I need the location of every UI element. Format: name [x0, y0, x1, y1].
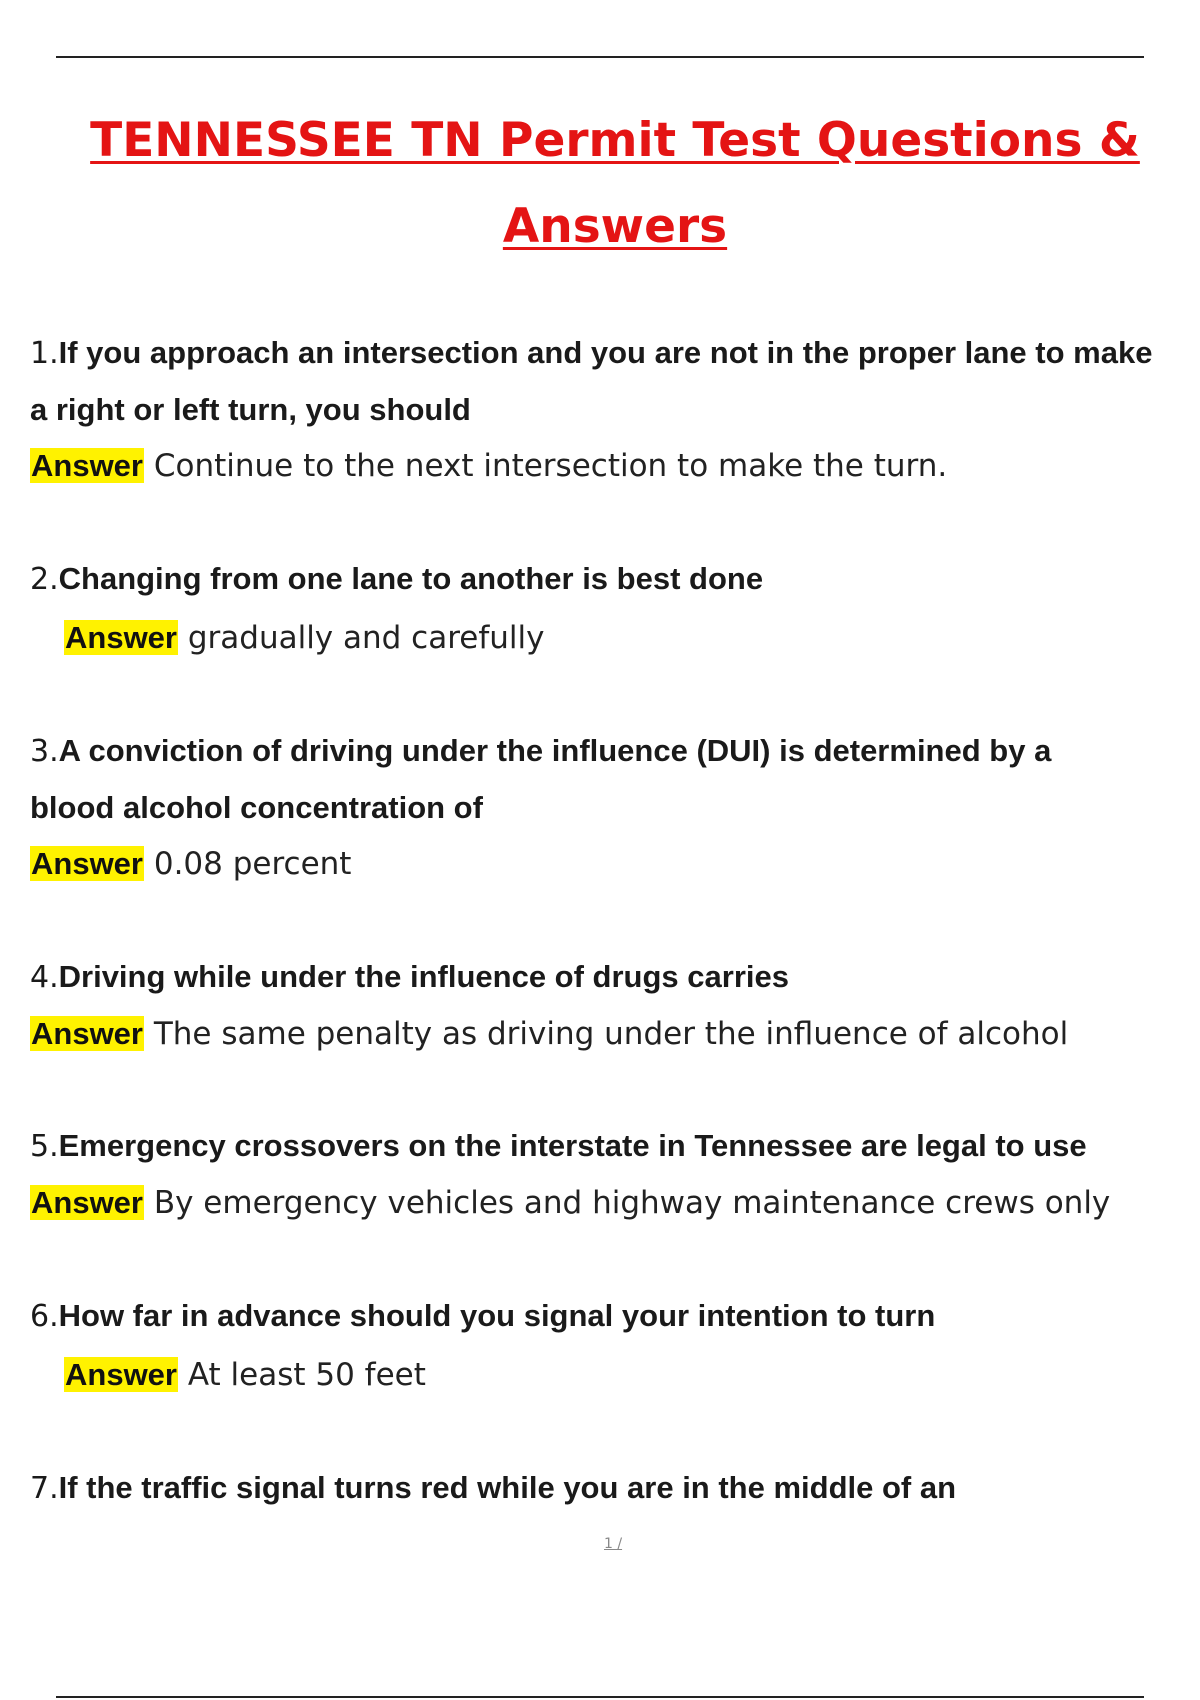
- answer-text: 0.08 percent: [153, 846, 352, 882]
- question-item: [30, 325, 1200, 494]
- answer-text: The same penalty as driving under the influence of alcohol: [153, 1016, 1069, 1052]
- question-item: [30, 1118, 1200, 1231]
- question-text: 6.How far in advance should you signal your intention to turn: [30, 1298, 936, 1334]
- answer-label: Answer: [31, 1016, 143, 1051]
- question-number: 2.: [30, 562, 59, 597]
- answer-line: [30, 1006, 1200, 1062]
- answer-text: gradually and carefully: [187, 620, 545, 656]
- question-number: 6.: [30, 1299, 59, 1334]
- answer-line: [30, 610, 1200, 666]
- answer-line: [30, 836, 1200, 892]
- answer-line: [30, 438, 1200, 494]
- question-text: 5.Emergency crossovers on the interstate in Tennessee are legal to use: [30, 1128, 1087, 1164]
- answer-label: Answer: [31, 1185, 143, 1220]
- question-item: [30, 1288, 1200, 1403]
- answer-line: [30, 1175, 1200, 1231]
- page-title: [40, 98, 1190, 270]
- question-text-continued: blood alcohol concentration of: [30, 790, 483, 825]
- question-text: 2.Changing from one lane to another is best done: [30, 561, 764, 597]
- question-item: [30, 1460, 1200, 1517]
- answer-text: At least 50 feet: [187, 1357, 426, 1393]
- question-number: 7.: [30, 1471, 59, 1506]
- title-line-2: Answers: [502, 199, 728, 254]
- question-number: 1.: [30, 336, 59, 371]
- title-line-1: TENNESSEE TN Permit Test Questions &: [90, 113, 1140, 168]
- question-number: 4.: [30, 960, 59, 995]
- answer-line: [30, 1347, 1200, 1403]
- question-item: [30, 723, 1200, 892]
- question-number: 3.: [30, 734, 59, 769]
- bottom-rule: [56, 1696, 1144, 1698]
- top-rule: [56, 56, 1144, 58]
- answer-text: By emergency vehicles and highway maintenance crews only: [153, 1185, 1111, 1221]
- question-item: [30, 551, 1200, 666]
- question-text: 4.Driving while under the influence of drugs carries: [30, 959, 789, 995]
- question-text: 3.A conviction of driving under the influence (DUI) is determined by a: [30, 733, 1052, 769]
- answer-label: Answer: [65, 1357, 177, 1392]
- answer-text: Continue to the next intersection to make the turn.: [153, 448, 948, 484]
- question-number: 5.: [30, 1129, 59, 1164]
- answer-label: Answer: [65, 620, 177, 655]
- question-text: 7.If the traffic signal turns red while you are in the middle of an: [30, 1470, 957, 1506]
- question-item: [30, 949, 1200, 1062]
- page-number: 1 /: [604, 1536, 623, 1552]
- answer-label: Answer: [31, 448, 143, 483]
- question-text: 1.If you approach an intersection and you are not in the proper lane to make: [30, 335, 1153, 371]
- question-text-continued: a right or left turn, you should: [30, 392, 471, 427]
- answer-label: Answer: [31, 846, 143, 881]
